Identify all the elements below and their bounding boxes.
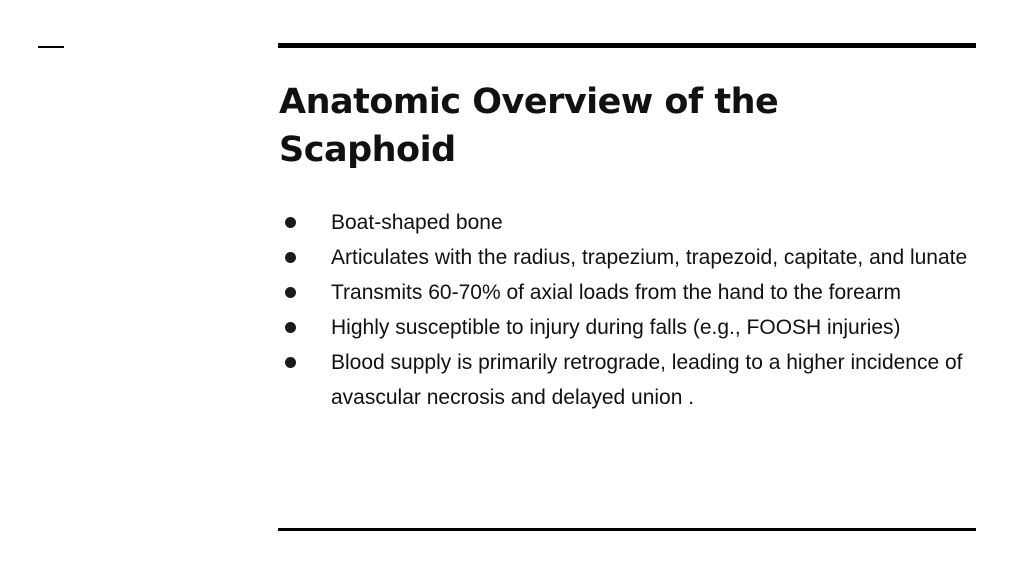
bullet-text: Boat-shaped bone <box>331 211 503 234</box>
bullet-item <box>283 275 973 310</box>
slide-title: Anatomic Overview of the Scaphoid <box>279 82 779 170</box>
bullet-item <box>283 205 973 240</box>
bullet-dot-icon <box>285 217 296 228</box>
bottom-horizontal-rule <box>278 528 976 531</box>
bullet-item <box>283 345 973 415</box>
bullet-text: Blood supply is primarily retrograde, leading to a higher incidence of avascular necrosis and delayed union . <box>331 351 963 409</box>
bullet-text: Highly susceptible to injury during falls (e.g., FOOSH injuries) <box>331 316 901 339</box>
corner-dash-decoration <box>38 46 64 48</box>
bullet-text: Articulates with the radius, trapezium, trapezoid, capitate, and lunate <box>331 246 968 269</box>
bullet-item <box>283 310 973 345</box>
bullet-dot-icon <box>285 357 296 368</box>
bullet-item <box>283 240 973 275</box>
bullet-list <box>283 205 973 415</box>
bullet-dot-icon <box>285 322 296 333</box>
bullet-dot-icon <box>285 252 296 263</box>
bullet-dot-icon <box>285 287 296 298</box>
top-horizontal-rule <box>278 43 976 48</box>
bullet-text: Transmits 60-70% of axial loads from the hand to the forearm <box>331 281 901 304</box>
